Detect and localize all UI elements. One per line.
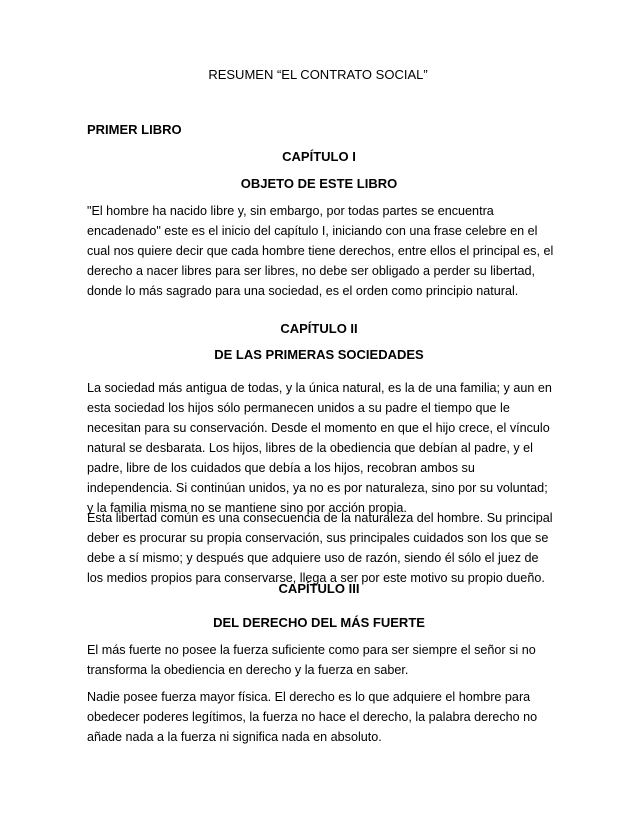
paragraph-line: encadenado" este es el inicio del capítulo I, iniciando con una frase celebre en el xyxy=(87,224,538,238)
chapter-2-paragraph-2 xyxy=(87,508,567,588)
book-heading: PRIMER LIBRO xyxy=(87,122,182,137)
paragraph-line: obedecer poderes legítimos, la fuerza no hace el derecho, la palabra derecho no xyxy=(87,710,538,724)
paragraph-line: padre, libre de los cuidados que debía a los hijos, recobran ambos su xyxy=(87,461,475,475)
paragraph-line: Esta libertad común es una consecuencia de la naturaleza del hombre. Su principal xyxy=(87,511,553,525)
chapter-3-number: CAPÍTULO III xyxy=(278,581,360,596)
paragraph-line: derecho a nacer libres para ser libres, no debe ser obligado a perder su libertad, xyxy=(87,264,536,278)
paragraph-line: La sociedad más antigua de todas, y la única natural, es la de una familia; y aun en xyxy=(87,381,552,395)
paragraph-line: donde lo más sagrado para una sociedad, es el orden como principio natural. xyxy=(87,284,519,298)
chapter-2-number: CAPÍTULO II xyxy=(280,321,358,336)
paragraph-line: El más fuerte no posee la fuerza suficiente como para ser siempre el señor si no xyxy=(87,643,536,657)
chapter-3-title: DEL DERECHO DEL MÁS FUERTE xyxy=(213,615,425,630)
chapter-2-paragraph-1 xyxy=(87,378,567,518)
chapter-1-title: OBJETO DE ESTE LIBRO xyxy=(240,176,398,191)
chapter-2-title: DE LAS PRIMERAS SOCIEDADES xyxy=(214,347,424,362)
paragraph-line: independencia. Si continúan unidos, ya no es por naturaleza, sino por su voluntad; xyxy=(87,481,548,495)
paragraph-line: transforma la obediencia en derecho y la fuerza en saber. xyxy=(87,663,409,677)
paragraph-line: añade nada a la fuerza ni significa nada en absoluto. xyxy=(87,730,382,744)
paragraph-line: cual nos quiere decir que cada hombre tiene derechos, entre ellos el principal es, el xyxy=(87,244,554,258)
chapter-3-paragraph-1 xyxy=(87,640,567,680)
paragraph-line: debe a sí mismo; y después que adquiere uso de razón, siendo él sólo el juez de xyxy=(87,551,539,565)
paragraph-line: deber es procurar su propia conservación, sus principales cuidados son los que se xyxy=(87,531,549,545)
paragraph-line: natural se desbarata. Los hijos, libres de la obediencia que debían al padre, y el xyxy=(87,441,533,455)
paragraph-line: necesitan para su conservación. Desde el momento en que el hijo crece, el vínculo xyxy=(87,421,550,435)
paragraph-line: Nadie posee fuerza mayor física. El derecho es lo que adquiere el hombre para xyxy=(87,690,531,704)
paragraph-line: los medios propios para conservarse, llega a ser por este motivo su propio dueño. xyxy=(87,571,545,585)
document-title: RESUMEN “EL CONTRATO SOCIAL” xyxy=(208,67,428,82)
chapter-1-number: CAPÍTULO I xyxy=(282,149,356,164)
paragraph-line: "El hombre ha nacido libre y, sin embargo, por todas partes se encuentra xyxy=(87,204,494,218)
chapter-1-paragraph-1 xyxy=(87,201,567,301)
paragraph-line: esta sociedad los hijos sólo permanecen unidos a su padre el tiempo que le xyxy=(87,401,510,415)
chapter-3-paragraph-2 xyxy=(87,687,567,747)
paragraph-line: y la familia misma no se mantiene sino por acción propia. xyxy=(87,501,407,515)
